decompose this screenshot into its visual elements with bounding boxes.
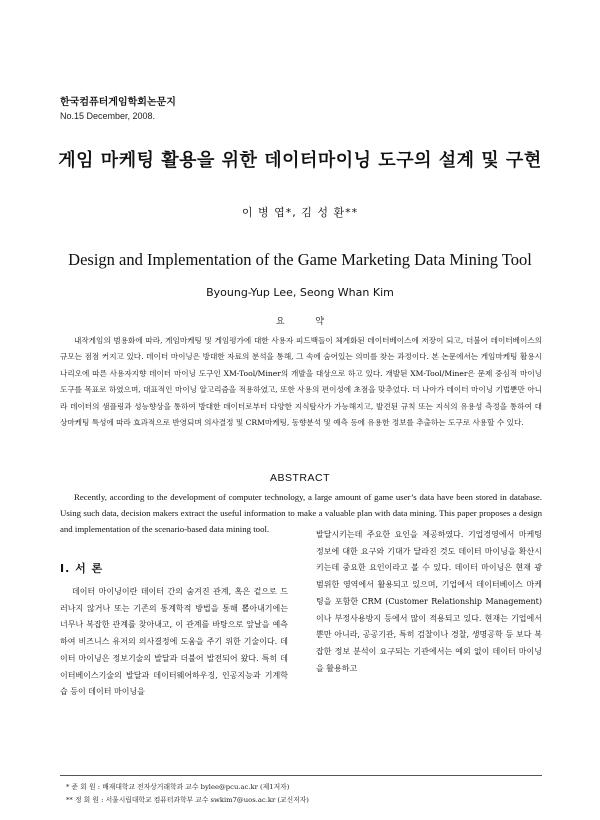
section-heading-introduction: Ⅰ. 서 론 — [60, 562, 104, 575]
issue-info: No.15 December, 2008. — [60, 111, 156, 121]
footnote-divider — [60, 775, 542, 776]
authors-korean: 이 병 엽*, 김 성 환** — [241, 206, 359, 219]
journal-name: 한국컴퓨터게임학회논문지 — [60, 97, 176, 108]
abstract-korean-heading: 요 약 — [275, 317, 339, 327]
abstract-korean: 내작게임의 범용화에 따라, 게임마케팅 및 게임평가에 대한 사용자 피드백들이 체계화된 데이터베이스에 저장이 되고, 더불어 데이터베이스의 규모는 점점 커지고 있다. 데이터 마이닝은 방대한 자료의 분석을 통해, 그 속에 숨어있는 의미를 찾는 과정이다. 본 논문에서는 게임마케팅 활용시나리오에 따른 사용자지향 데이터 마이닝 도구인 XM-Tool/Miner의 개발을 대상으로 하고 있다. 개발된 XM-Tool/Miner은 문제 중심적 마이닝 도구를 목표로 하였으며, 대표적인 마이닝 알고리즘을 적용하였고, 또한 사용의 편이성에 초점을 맞추었다. 더 나아가 데이터 마이닝 기법뿐만 아니라 데이터의 샘플링과 성능향상을 통하여 방대한 데이터로부터 다양한 지식탐사가 가능해지고, 발견된 규칙 또는 지식의 유용성 측정을 통하여 대상마케팅 특성에 따라 효과적으로 반영되며 의사결정 및 CRM마케팅, 동향분석 및 예측 등에 유용한 정보를 추출하는 도구로 사용할 수 있다. — [60, 336, 542, 428]
abstract-english-heading: ABSTRACT — [269, 472, 330, 484]
footnote-first-author: * 준 회 원 : 배재대학교 전자상거래학과 교수 bylee@pcu.ac.kr (제1저자) — [66, 783, 290, 791]
body-text-right-column: 발달시키는데 주요한 요인을 제공하였다. 기업경영에서 마케팅 정보에 대한 요구와 기대가 달라진 것도 데이터 마이닝을 확산시키는데 중요한 요인이라고 볼 수 있다. 데이터 마이닝은 현재 광범위한 영역에서 활용되고 있으며, 기업에서 데이터베이스 마케팅을 포함한 CRM (Customer Relationship Management) 이나 부정사용방지 등에서 많이 적용되고 있다. 현재는 기업에서 뿐만 아니라, 공공기관, 특히 검찰이나 경찰, 생명공학 등 보다 복잡한 정보 분석이 요구되는 기관에서는 예외 없이 데이터 마이닝을 활용하고 — [316, 530, 542, 673]
abstract-english: Recently, according to the development of computer technology, a large amount of game user’s data have been stored in database. Using such data, decision makers extract the useful information to make a valuable plan with data mining. This paper proposes a design and implementation of the scenario-based data mining tool. — [60, 492, 542, 534]
paper-title-english: Design and Implementation of the Game Marketing Data Mining Tool — [68, 250, 532, 269]
footnote-corresponding-author: ** 정 회 원 : 서울시립대학교 컴퓨터과학부 교수 swkim7@uos.ac.kr (교신저자) — [66, 796, 309, 804]
paper-title-korean: 게임 마케팅 활용을 위한 데이터마이닝 도구의 설계 및 구현 — [58, 150, 542, 171]
authors-english: Byoung-Yup Lee, Seong Whan Kim — [206, 286, 394, 299]
body-text-left-column: 데이터 마이닝이란 데이터 간의 숨겨진 관계, 혹은 겉으로 드러나지 않거나 또는 기존의 통계학적 방법을 통해 뽑아내기에는 너무나 복잡한 관계를 찾아내고, 이 관계를 바탕으로 앞날을 예측하여 비즈니스 유저의 의사결정에 도움을 주기 위한 기술이다. 데이터 마이닝은 정보기술의 발달과 더불어 발전되어 왔다. 특히 데이터베이스기술의 발달과 데이터웨어하우징, 인공지능과 기계학습 등이 데이터 마이닝을 — [60, 587, 288, 697]
